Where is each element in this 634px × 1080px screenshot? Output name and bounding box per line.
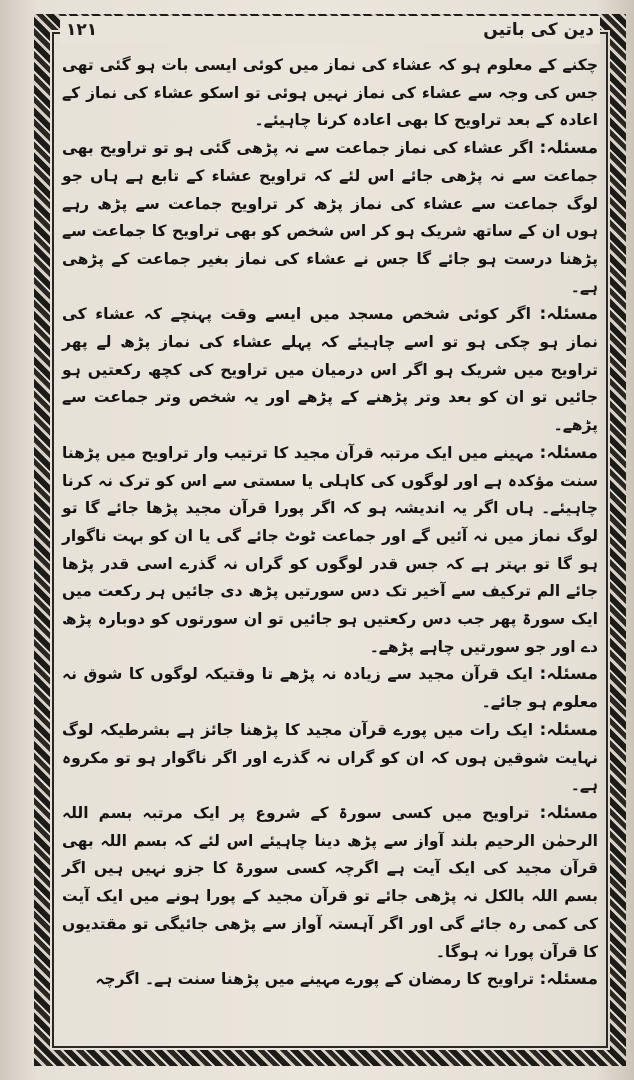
masala-paragraph — [62, 800, 598, 966]
masala-paragraph — [62, 717, 598, 800]
masala-paragraph — [62, 440, 598, 662]
paragraph-text: ایک قرآن مجید سے زیادہ نہ پڑھے تا وقتیکہ لوگوں کا شوق نہ معلوم ہو جائے۔ — [62, 665, 598, 712]
masala-label: مسئلہ: — [539, 664, 598, 685]
masala-paragraph — [62, 301, 598, 440]
body-text — [62, 52, 598, 1052]
masala-label: مسئلہ: — [539, 969, 598, 990]
masala-label: مسئلہ: — [539, 304, 598, 325]
paragraph-text: چکنے کے معلوم ہو کہ عشاء کی نماز میں کوئی ایسی بات ہو گئی تھی جس کی وجہ سے عشاء کی نماز نہیں ہوئی تو اسکو عشاء کی نماز کے اعادہ کے بعد تراویح کا بھی اعادہ کرنا چاہیئے۔ — [62, 56, 598, 130]
masala-paragraph — [62, 135, 598, 301]
masala-paragraph — [62, 966, 598, 994]
page-header — [60, 16, 600, 44]
paragraph-text: تراویح میں کسی سورۃ کے شروع پر ایک مرتبہ بسم اللہ الرحمٰن الرحیم بلند آواز سے پڑھ دینا چاہیئے اس لئے کہ بسم اللہ بھی قرآن مجید کی ایک آیت ہے اگرچہ کسی سورۃ کا جزو نہیں ہیں اگر بسم اللہ بالکل نہ پڑھی جائے تو قرآن مجید کے پورا ہونے میں ایک آیت کی کمی رہ جائے گی اور اگر آہستہ آواز سے پڑھی جائیگی تو مقتدیوں کا قرآن پورا نہ ہوگا۔ — [62, 803, 598, 961]
masala-label: مسئلہ: — [539, 442, 598, 463]
masala-paragraph — [62, 661, 598, 716]
paragraph-text: اگر کوئی شخص مسجد میں ایسے وقت پہنچے کہ عشاء کی نماز ہو چکی ہو تو اسے چاہیئے کہ پہلے عشاء کی نماز پڑھ لے پھر تراویح میں شریک ہو اگر اس درمیان میں تراویح کی کچھ رکعتیں ہو جائیں تو ان کو بعد وتر پڑھنے کے پڑھے اور یہ شخص وتر جماعت سے پڑھے۔ — [62, 305, 598, 435]
page-number: ۱۲۱ — [66, 20, 98, 40]
masala-label: مسئلہ: — [539, 719, 598, 740]
paragraph-text: تراویح کا رمضان کے پورے مہینے میں پڑھنا سنت ہے۔ اگرچہ — [95, 970, 535, 989]
running-title: دین کی باتیں — [483, 20, 594, 40]
masala-label: مسئلہ: — [539, 138, 598, 159]
paragraph-continuation — [62, 52, 598, 135]
masala-label: مسئلہ: — [539, 802, 598, 823]
paragraph-text: اگر عشاء کی نماز جماعت سے نہ پڑھی گئی ہو تو تراویح بھی جماعت سے نہ پڑھی جائے اس لئے کہ تراویح عشاء کے تابع ہے ہاں جو لوگ جماعت سے عشاء کی نماز پڑھ کر تراویح جماعت سے پڑھ رہے ہوں ان کے ساتھ شریک ہو کر اس شخص کو بھی تراویح کا جماعت سے پڑھنا درست ہو جائے گا جس نے عشاء کی نماز بغیر جماعت کے پڑھی ہے۔ — [62, 139, 598, 296]
paragraph-text: ایک رات میں پورے قرآن مجید کا پڑھنا جائز ہے بشرطیکہ لوگ نہایت شوقین ہوں کہ ان کو گراں نہ گذرے اور اگر ناگوار ہو تو مکروہ ہے۔ — [62, 720, 598, 795]
paragraph-text: مہینے میں ایک مرتبہ قرآن مجید کا ترتیب وار تراویح میں پڑھنا سنت مؤکدہ ہے اور لوگوں کی کاہلی یا سستی سے اس کو ترک نہ کرنا چاہیئے۔ ہاں اگر یہ اندیشہ ہو کہ اگر پورا قرآن مجید پڑھا جائے گا تو لوگ نماز میں نہ آئیں گے اور جماعت ٹوٹ جائے گی یا ان کو بہت ناگوار ہو گا تو بہتر ہے کہ جس قدر لوگوں کو گراں نہ گذرے اسی قدر پڑھا جائے الم ترکیف سے آخیر تک دس سورتیں پڑھ دی جائیں ہر رکعت میں ایک سورۃ پھر جب دس رکعتیں ہو جائیں تو ان سورتوں کو دوبارہ پڑھ دے اور جو سورتیں چاہے پڑھے۔ — [62, 443, 598, 656]
